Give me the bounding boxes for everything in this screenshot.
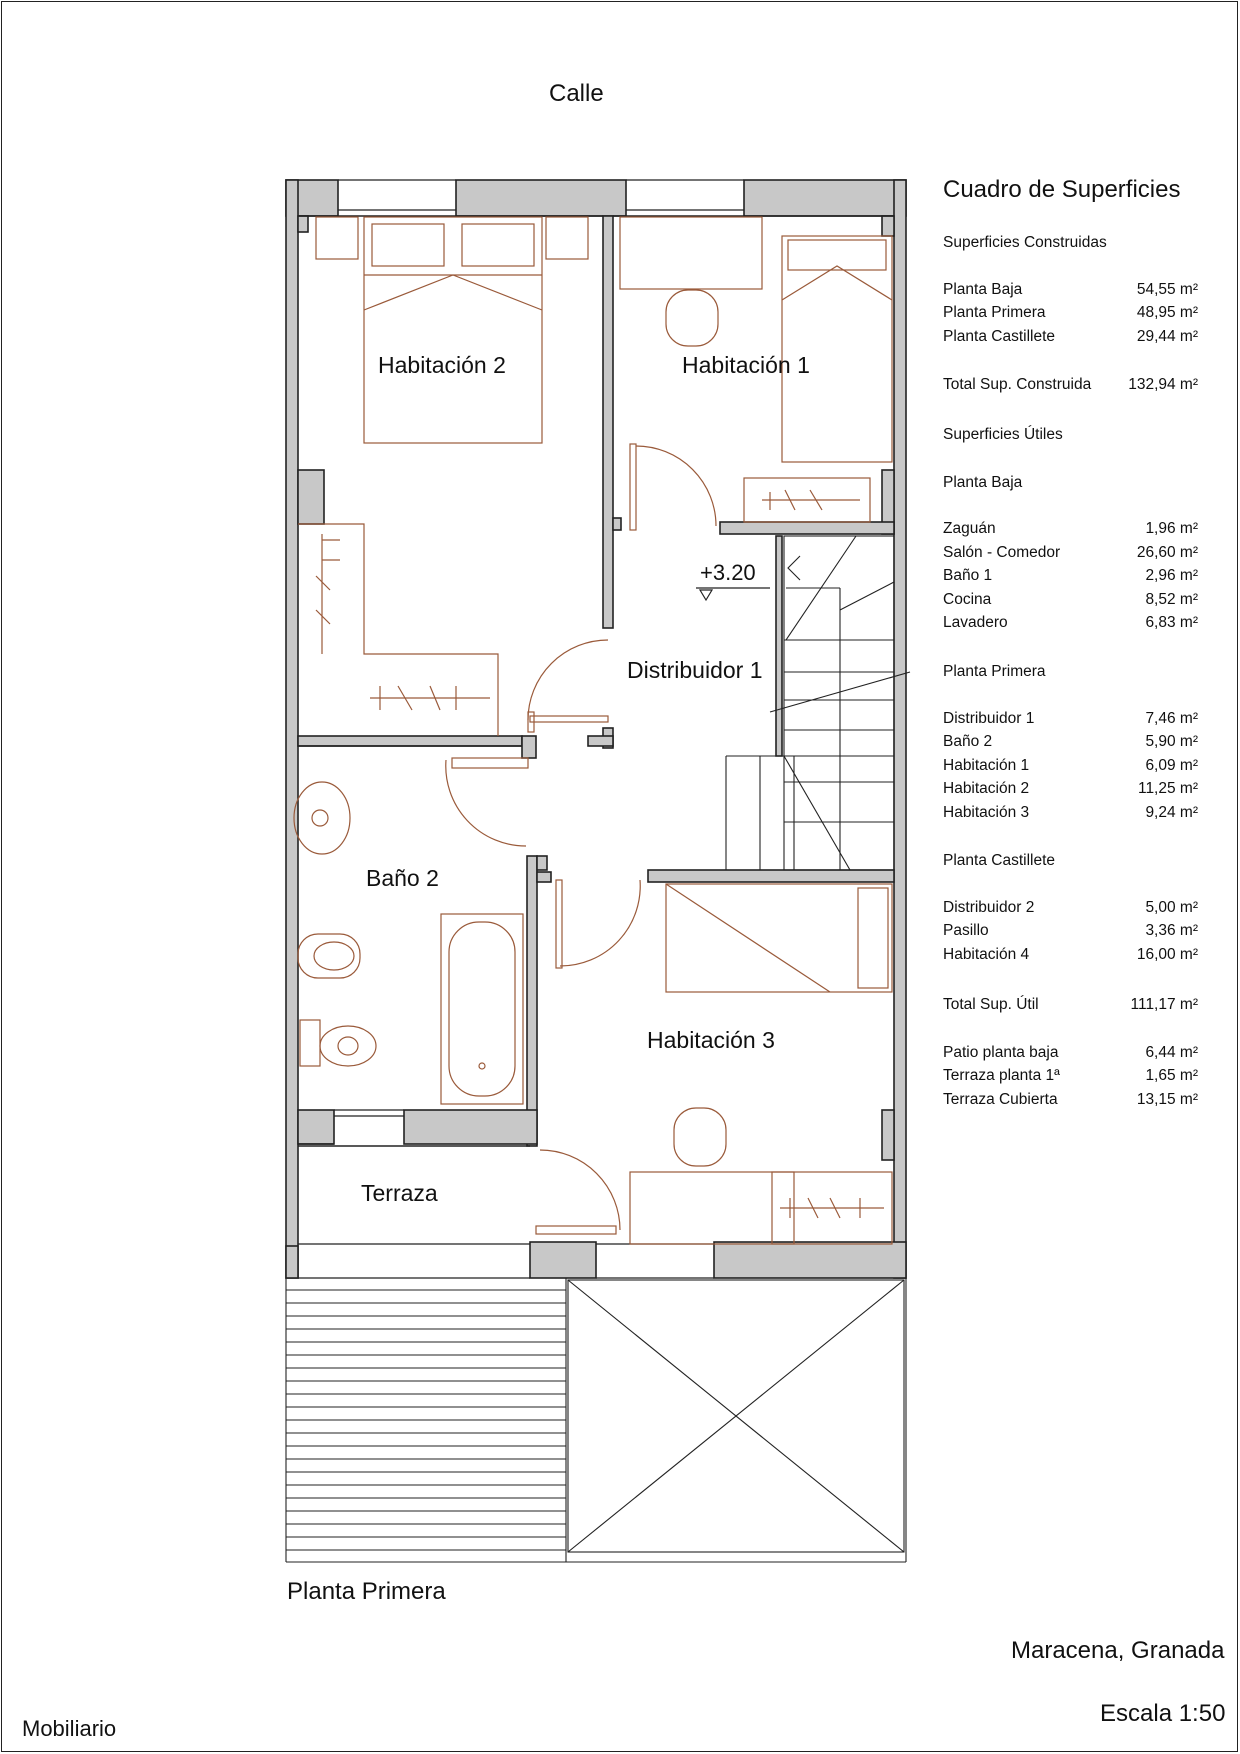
table-row: Distribuidor 1 7,46 m² xyxy=(943,710,1198,727)
planta-primera-heading: Planta Primera xyxy=(943,663,1046,680)
table-row-total-built: Total Sup. Construida 132,94 m² xyxy=(943,376,1198,393)
table-row: Pasillo 3,36 m² xyxy=(943,922,1198,939)
level-marker xyxy=(696,588,770,600)
table-row: Terraza planta 1ª 1,65 m² xyxy=(943,1067,1198,1084)
useful-heading: Superficies Útiles xyxy=(943,426,1063,443)
room-label-habitacion-1: Habitación 1 xyxy=(682,352,810,378)
table-row: Baño 2 5,90 m² xyxy=(943,733,1198,750)
table-row: Terraza Cubierta 13,15 m² xyxy=(943,1091,1198,1108)
table-row: Habitación 4 16,00 m² xyxy=(943,946,1198,963)
table-row: Habitación 1 6,09 m² xyxy=(943,757,1198,774)
table-row: Planta Baja 54,55 m² xyxy=(943,281,1198,298)
surface-table-title: Cuadro de Superficies xyxy=(943,176,1181,203)
table-row: Planta Primera 48,95 m² xyxy=(943,304,1198,321)
room-label-distribuidor-1: Distribuidor 1 xyxy=(627,657,763,683)
table-row: Cocina 8,52 m² xyxy=(943,591,1198,608)
room-label-terraza: Terraza xyxy=(361,1180,438,1206)
table-row: Planta Castillete 29,44 m² xyxy=(943,328,1198,345)
table-row: Lavadero 6,83 m² xyxy=(943,614,1198,631)
table-row: Baño 1 2,96 m² xyxy=(943,567,1198,584)
walls xyxy=(286,180,906,1278)
table-row: Habitación 2 11,25 m² xyxy=(943,780,1198,797)
table-row-total-useful: Total Sup. Útil 111,17 m² xyxy=(943,996,1198,1013)
street-label: Calle xyxy=(549,80,604,107)
footer-mobiliario-label: Mobiliario xyxy=(22,1716,117,1741)
room-label-habitacion-3: Habitación 3 xyxy=(647,1027,775,1053)
planta-baja-heading: Planta Baja xyxy=(943,474,1023,491)
room-label-bano-2: Baño 2 xyxy=(366,865,439,891)
deck-slats xyxy=(286,1290,566,1550)
built-heading: Superficies Construidas xyxy=(943,234,1107,251)
plan-title: Planta Primera xyxy=(287,1578,446,1605)
table-row: Distribuidor 2 5,00 m² xyxy=(943,899,1198,916)
table-row: Salón - Comedor 26,60 m² xyxy=(943,544,1198,561)
planta-castillete-heading: Planta Castillete xyxy=(943,852,1056,869)
room-label-habitacion-2: Habitación 2 xyxy=(378,352,506,378)
level-mark-label: +3.20 xyxy=(700,560,756,585)
title-block-divider xyxy=(1237,1638,1238,1738)
location-label: Maracena, Granada xyxy=(1011,1637,1225,1664)
table-row: Patio planta baja 6,44 m² xyxy=(943,1044,1198,1061)
table-row: Zaguán 1,96 m² xyxy=(943,520,1198,537)
table-row: Habitación 3 9,24 m² xyxy=(943,804,1198,821)
scale-label: Escala 1:50 xyxy=(1100,1700,1226,1727)
stair xyxy=(726,536,910,870)
